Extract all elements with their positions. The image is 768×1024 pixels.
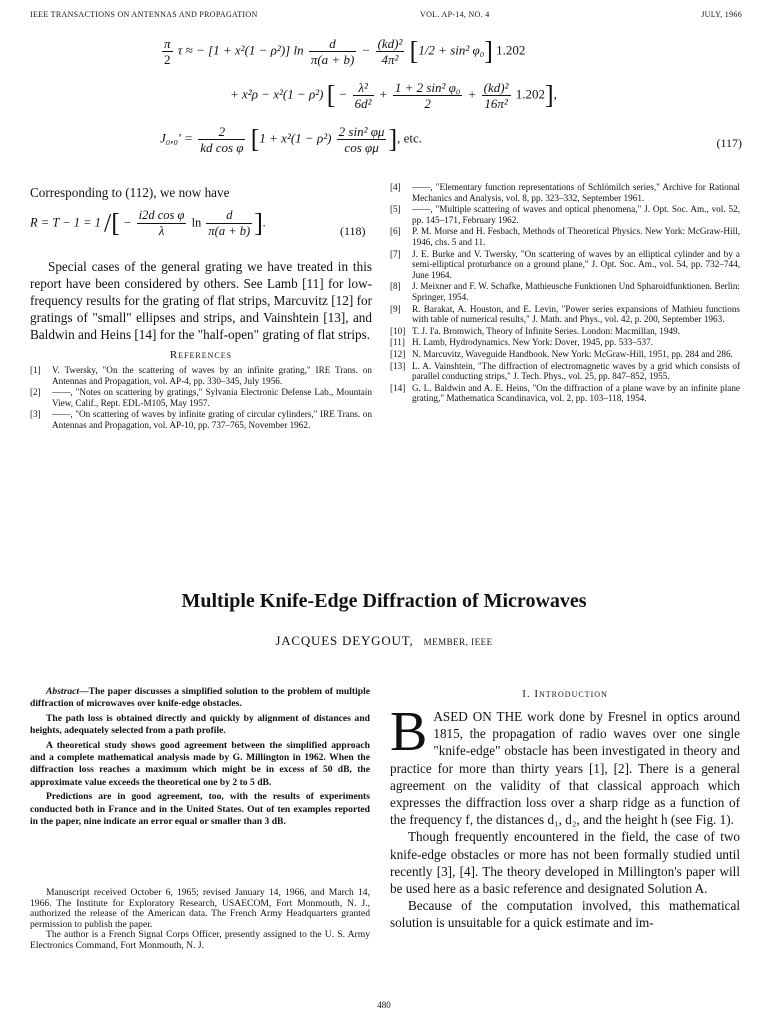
date-header: JULY, 1966 (701, 10, 742, 19)
reference-text: P. M. Morse and H. Fesbach, Methods of Theoretical Physics. New York: McGraw-Hill, 1946, chs. 5 and 11. (412, 226, 740, 247)
page-number: 480 (377, 1000, 391, 1010)
special-cases-paragraph: Special cases of the general grating we have treated in this report have been considered by others. See Lamb [11] for low-frequency results for the grating of flat strips, Marcuvitz [12] for gratings of "small" ellipses and strips, and Vainshtein [13], and Baldwin and Heins [14] for the "half-open" grating of flat strips. (30, 259, 372, 342)
reference-number: [6] (390, 226, 401, 237)
pi-over-2: $\frac{\pi}{2}$ (164, 36, 171, 67)
reference-text: H. Lamb, Hydrodynamics. New York: Dover, 1945, pp. 533–537. (412, 337, 654, 348)
reference-item (390, 326, 740, 337)
corresponding-text: Corresponding to (112), we now have (30, 185, 230, 200)
reference-number: [12] (390, 348, 406, 359)
abstract-paragraph-1: Abstract—The paper discusses a simplified solution to the problem of multiple diffraction of microwaves over knife-edge obstacles. (30, 686, 370, 710)
reference-text: ——, "Elementary function representations of Schlömilch series," Archive for Rational Mechanics and Analysis, vol. 8, pp. 323–332, September 1961. (412, 182, 740, 203)
right-column (390, 182, 740, 405)
eq117-l3-mid: 1 + x²(1 − ρ²) (259, 130, 332, 146)
reference-number: [13] (390, 360, 406, 371)
reference-item (390, 361, 740, 382)
journal-header: IEEE TRANSACTIONS ON ANTENNAS AND PROPAGATION (30, 10, 258, 19)
author-membership: MEMBER, IEEE (423, 637, 493, 647)
eq117-l1-frac1: $\frac{d}{\pi(a + b)}$ (310, 36, 355, 67)
reference-number: [10] (390, 325, 406, 336)
eq118-ln: ln (191, 215, 202, 230)
eq117-l2-frac3: $\frac{\text{(kd)²}}{\text{16π²}}$ (483, 80, 509, 111)
manuscript-footnote (30, 888, 370, 952)
left-references-list (30, 365, 372, 431)
equation-117-number: (117) (716, 136, 742, 150)
eq117-l2-frac2: $\frac{\text{1 + 2 sin² φ₀}}{2}$ (394, 80, 461, 111)
reference-text: V. Twersky, "On the scattering of waves by an infinite grating," IRE Trans. on Antennas and Propagation, vol. AP-4, pp. 330–345, July 1956. (52, 365, 372, 386)
reference-item (390, 304, 740, 325)
left-column-body (30, 258, 372, 432)
reference-item (390, 349, 740, 360)
reference-item (390, 249, 740, 281)
eq118-frac1: $\frac{\text{i2d cos φ}}{\lambda}$ (138, 208, 185, 238)
reference-number: [14] (390, 382, 406, 393)
eq117-l2-lhs: + x²ρ − x²(1 − ρ²) (230, 86, 324, 102)
eq117-l1-end: 1.202 (496, 42, 526, 58)
eq117-l1-lhs: τ ≈ − [1 + x²(1 − ρ²)] ln (177, 42, 304, 58)
equation-117-line-2: + x²ρ − x²(1 − ρ²) [ − $\frac{\text{λ²}}{\text{6d²}}$ + $\frac{\text{1 + 2 sin² φ₀}}{2}$ + $\frac{\text{(kd)²}}{\text{16π²}}$ 1.202], (230, 80, 557, 111)
reference-number: [2] (30, 387, 41, 398)
eq117-l3-end: , etc. (397, 130, 423, 146)
eq117-l2-frac1: $\frac{\text{λ²}}{\text{6d²}}$ (354, 80, 372, 111)
manuscript-received: Manuscript received October 6, 1965; revised January 14, 1966, and March 14, 1966. The Institute for Exploratory Research, USAECOM, Fort Monmouth, N. J., authorized the release of the American data. The French Army Headquarters granted permission to publish the paper. (30, 887, 370, 930)
intro-paragraph-3: Because of the computation involved, this mathematical solution is unsuitable for a quick estimate and im- (390, 898, 740, 931)
reference-number: [8] (390, 281, 401, 292)
left-column (30, 184, 372, 201)
eq118-frac2: $\frac{d}{\pi(a + b)}$ (208, 208, 251, 238)
abstract-paragraph-4: Predictions are in good agreement, too, with the results of experiments conducted both in France and in the United States. Out of ten examples reported in the paper, nine indicate an error equal or smaller than 3 dB. (30, 791, 370, 828)
intro-paragraph-2: Though frequently encountered in the field, the case of two knife-edge obstacles or more has not been formally studied until recently [3], [4]. The theory developed in Millington's paper will be used here as a basic reference and designated Solution A. (390, 829, 740, 897)
reference-item (390, 281, 740, 302)
eq117-l3-frac1: $\frac{2}{\text{kd cos φ}}$ (200, 124, 244, 155)
reference-text: L. A. Vainshtein, "The diffraction of electromagnetic waves by a grid which consists of parallel conducting strips," J. Tech. Phys., vol. 25, pp. 847–852, 1955. (412, 360, 740, 382)
eq117-l1-frac2: $\frac{\text{(kd)²}}{\text{4π²}}$ (377, 36, 403, 67)
reference-item (30, 365, 372, 386)
equation-117-line-1: $\frac{\pi}{2}$ τ ≈ − [1 + x²(1 − ρ²)] ln $\frac{d}{\pi(a + b)}$ − $\frac{\text{(kd)²}}{\text{4π²}}$ [1/2 + sin² φ₀] 1.202 (164, 36, 526, 67)
eq117-l3-lhs: J₀,₀′ = (160, 130, 193, 146)
reference-number: [5] (390, 204, 401, 215)
reference-text: J. Meixner and F. W. Schafke, Mathieusche Funktionen Und Spharoidfunktionen. Berlin: Springer, 1954. (412, 281, 740, 302)
eq117-l1-minus: − (361, 42, 371, 58)
introduction-text (390, 701, 740, 932)
reference-item (390, 182, 740, 203)
reference-text: N. Marcuvitz, Waveguide Handbook. New York: McGraw-Hill, 1951, pp. 284 and 286. (412, 348, 733, 359)
author-name: JACQUES DEYGOUT, (275, 633, 414, 648)
eq117-l2-end: 1.202 (515, 86, 545, 102)
reference-item (390, 226, 740, 247)
reference-text: ——, "Multiple scattering of waves and optical phenomena," J. Opt. Soc. Am., vol. 52, pp. 145–171, February 1962. (412, 204, 740, 225)
reference-number: [3] (30, 409, 41, 420)
eq117-l1-bracket: 1/2 + sin² φ₀ (418, 42, 485, 58)
reference-number: [1] (30, 365, 41, 375)
equation-118: R = T − 1 = 1 /[ − $\frac{\text{i2d cos φ}}{\lambda}$ ln $\frac{d}{\pi(a + b)}$ ]. (30, 208, 266, 238)
article-title: Multiple Knife-Edge Diffraction of Microwaves (181, 590, 587, 612)
author-affiliation: The author is a French Signal Corps Officer, presently assigned to the U. S. Army Electronics Command, Fort Monmouth, N. J. (30, 929, 370, 951)
reference-number: [7] (390, 248, 401, 259)
right-references-list (390, 182, 740, 404)
abstract-paragraph-3: A theoretical study shows good agreement between the simplified approach and a complete mathematical analysis made by G. Millington in 1962. When the diffraction loss reaches a maximum which might be in excess of 50 dB, the approximate value exceeds the theoretical one by 2 to 5 dB. (30, 739, 370, 788)
reference-item (390, 204, 740, 225)
reference-text: G. L. Baldwin and A. E. Heins, "On the diffraction of a plane wave by an infinite plane grating," Mathematica Scandinavica, vol. 2, pp. 103–118, 1954. (412, 382, 740, 404)
reference-text: T. J. I'a. Bromwich, Theory of Infinite Series. London: Macmillan, 1949. (412, 325, 680, 336)
reference-item (30, 387, 372, 408)
abstract (30, 686, 370, 830)
intro-paragraph-1: BASED ON THE work done by Fresnel in optics around 1815, the propagation of radio waves over one single "knife-edge" obstacle has been investigated in theory and practice for more than thirty years [1], [2]. There is a general agreement on the validity of that classical approach which expresses the diffraction loss over a sharp ridge as a function of the frequency f, the distances d₁, d₂, and the height h (see Fig. 1). (390, 701, 740, 828)
reference-item (30, 409, 372, 430)
introduction-heading: I. Introduction (522, 688, 608, 700)
reference-number: [11] (390, 337, 405, 348)
reference-text: ——, "On scattering of waves by infinite grating of circular cylinders," IRE Trans. on Antennas and Propagation, vol. AP-10, pp. 737–765, November 1962. (52, 409, 372, 430)
equation-118-number: (118) (340, 224, 366, 238)
reference-item (390, 337, 740, 348)
reference-text: ——, "Notes on scattering by gratings," Sylvania Electronic Defense Lab., Mountain View, Calif., Rept. EDL-M105, May 1957. (52, 387, 372, 408)
abstract-lead: Abstract— (46, 686, 89, 697)
reference-item (390, 383, 740, 404)
abstract-paragraph-2: The path loss is obtained directly and quickly by alignment of distances and heights, adequately selected from a path profile. (30, 712, 370, 737)
reference-text: R. Barakat, A. Houston, and E. Levin, "Power series expansions of Mathieu functions with table of numerical results," J. Math. and Phys., vol. 42, p. 200, September 1963. (412, 303, 740, 325)
reference-number: [9] (390, 303, 401, 314)
volume-header: VOL. AP-14, NO. 4 (420, 10, 490, 19)
equation-117-line-3: J₀,₀′ = $\frac{2}{\text{kd cos φ}}$ [1 + x²(1 − ρ²) $\frac{\text{2 sin² φμ}}{\text{cos φμ}}$ ], etc. (160, 124, 423, 155)
references-heading: References (169, 349, 233, 361)
author-line (0, 633, 768, 649)
drop-cap: B (390, 701, 428, 763)
reference-text: J. E. Burke and V. Twersky, "On scattering of waves by an elliptical cylinder and by a semi-elliptical proturbance on a ground plane," J. Opt. Soc. Am., vol. 54, pp. 732–744, June 1964. (412, 248, 740, 280)
eq117-l3-frac2: $\frac{\text{2 sin² φμ}}{\text{cos φμ}}$ (338, 124, 385, 155)
eq118-lhs: R = T − 1 = 1 (30, 215, 101, 230)
reference-number: [4] (390, 182, 401, 192)
